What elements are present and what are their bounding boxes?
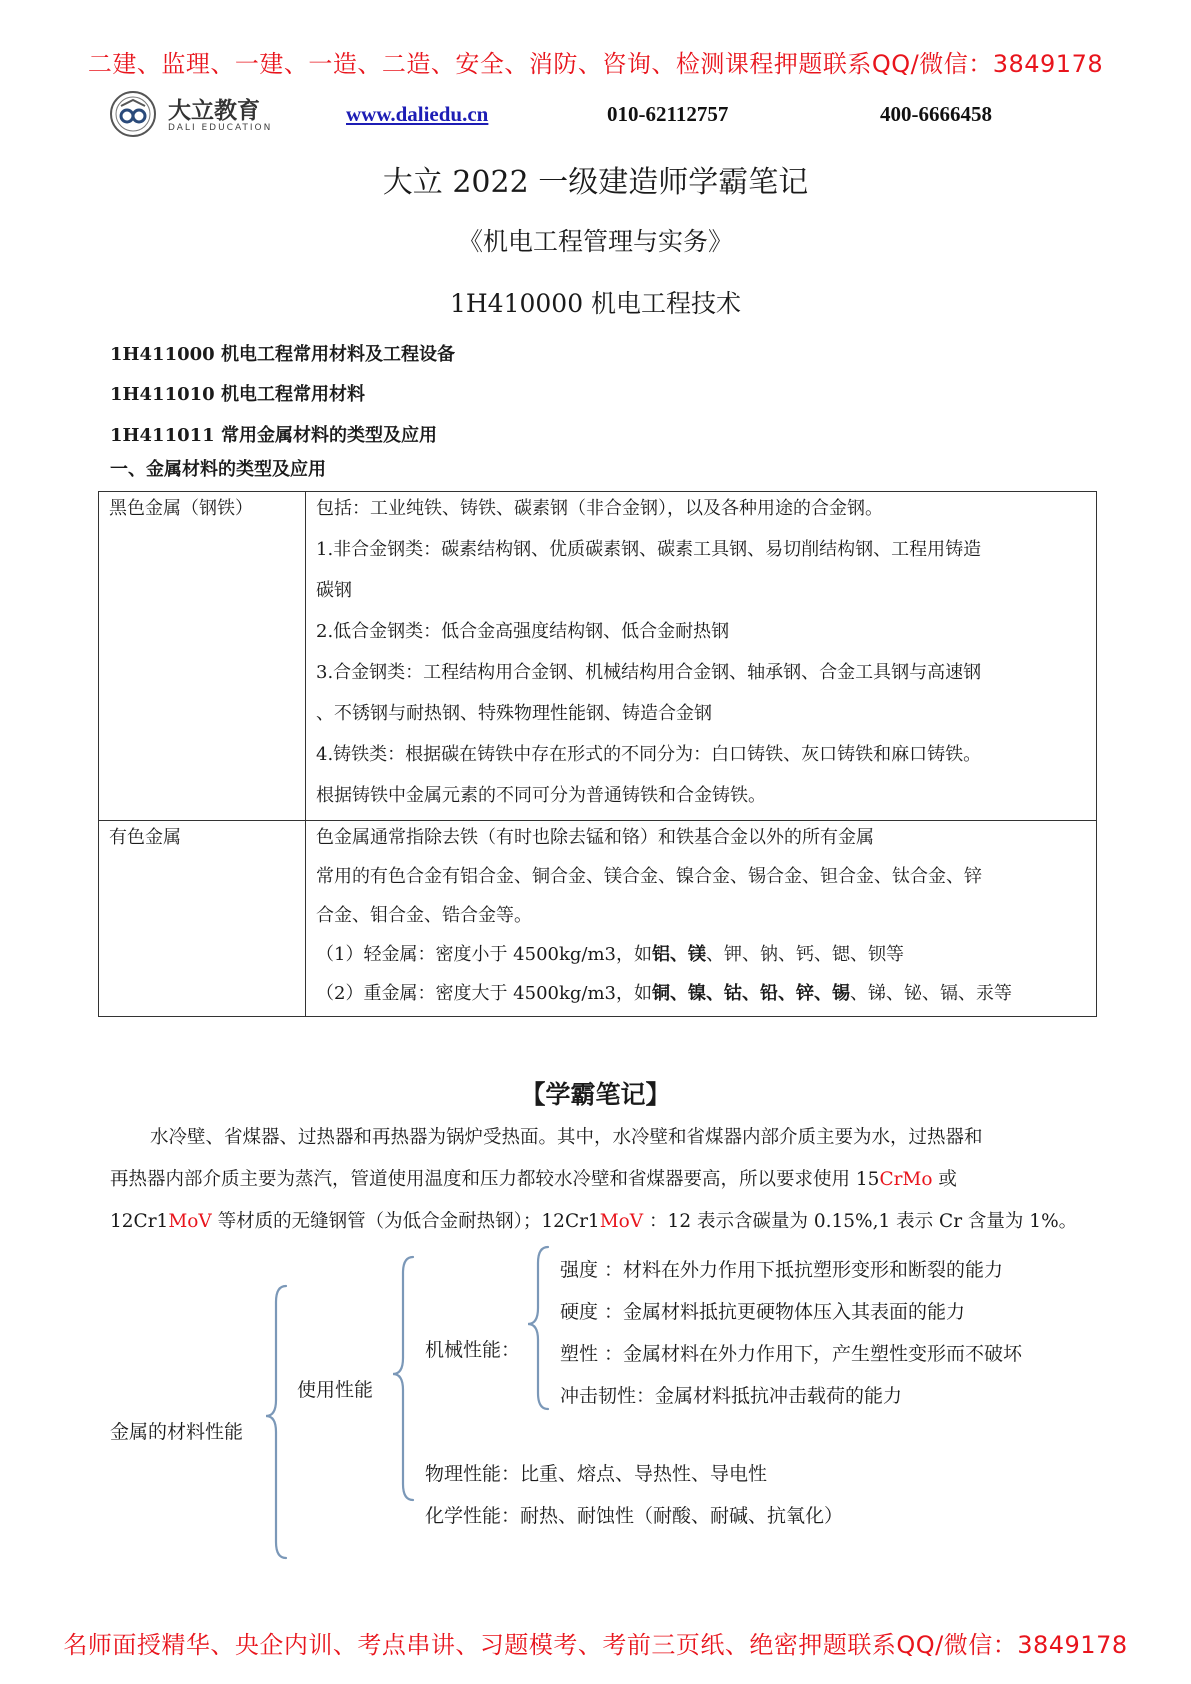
heavy-metal-bold: 铜、镍、钴、铅、锌、锡 — [652, 983, 850, 1004]
promo-banner-bottom: 名师面授精华、央企内训、考点串讲、习题模考、考前三页纸、绝密押题联系QQ/微信：3849178 — [63, 1631, 1128, 1659]
logo-chinese-text: 大立教育 — [168, 98, 260, 124]
notes-text: 等材质的无缝钢管（为低合金耐热钢）；12Cr1 — [211, 1211, 600, 1232]
table-line: 根据铸铁中金属元素的不同可分为普通铸铁和合金铸铁。 — [316, 785, 766, 806]
nonferrous-metal-label: 有色金属 — [109, 827, 181, 848]
tree-node-use-properties: 使用性能 — [297, 1379, 374, 1401]
alloy-symbol-crmo: CrMo — [879, 1169, 933, 1190]
section-heading-2: 1H411010 机电工程常用材料 — [110, 384, 365, 405]
table-line: 2.低合金钢类：低合金高强度结构钢、低合金耐热钢 — [316, 621, 730, 642]
root-bracket — [266, 1286, 286, 1558]
phone-number-2: 400-6666458 — [880, 102, 992, 126]
notes-text: 12Cr1 — [110, 1211, 169, 1232]
notes-text: 或 — [932, 1169, 957, 1190]
light-metal-line — [306, 938, 1096, 977]
table-row — [99, 492, 1097, 821]
tree-leaf-toughness: 冲击韧性：金属材料抵抗冲击载荷的能力 — [560, 1385, 903, 1407]
table-line: 3.合金钢类：工程结构用合金钢、机械结构用合金钢、轴承钢、合金工具钢与高速钢 — [316, 662, 982, 683]
table-line: 包括：工业纯铁、铸铁、碳素钢（非合金钢），以及各种用途的合金钢。 — [316, 498, 883, 519]
tree-node-chemical: 化学性能：耐热、耐蚀性（耐酸、耐碱、抗氧化） — [425, 1505, 844, 1527]
document-subtitle: 《机电工程管理与实务》 — [457, 227, 733, 256]
table-line: 、不锈钢与耐热钢、特殊物理性能钢、铸造合金钢 — [316, 703, 712, 724]
table-line: 1.非合金钢类：碳素结构钢、优质碳素钢、碳素工具钢、易切削结构钢、工程用铸造 — [316, 539, 982, 560]
heavy-metal-pre: （2）重金属：密度大于 4500kg/m3，如 — [316, 983, 652, 1004]
heavy-metal-post: 、锑、铋、镉、汞等 — [850, 983, 1012, 1004]
chapter-title: 1H410000 机电工程技术 — [449, 289, 742, 318]
table-line: 色金属通常指除去铁（有时也除去锰和铬）和铁基合金以外的所有金属 — [316, 827, 874, 848]
tree-node-physical: 物理性能：比重、熔点、导热性、导电性 — [425, 1463, 768, 1485]
table-line: 常用的有色合金有铝合金、铜合金、镁合金、镍合金、锡合金、钽合金、钛合金、锌 — [316, 866, 982, 887]
tree-node-mechanical: 机械性能： — [425, 1339, 521, 1361]
notes-paragraph-line-2 — [110, 1159, 1100, 1201]
use-bracket — [393, 1257, 413, 1500]
light-metal-post: 、钾、钠、钙、锶、钡等 — [706, 944, 904, 965]
notes-paragraph-line-1: 水冷壁、省煤器、过热器和再热器为锅炉受热面。其中，水冷壁和省煤器内部介质主要为水，过热器和 — [150, 1127, 983, 1148]
notes-title: 【学霸笔记】 — [520, 1080, 671, 1109]
tree-root-material-properties: 金属的材料性能 — [110, 1421, 244, 1443]
tree-leaf-hardness: 硬度 ：金属材料抵抗更硬物体压入其表面的能力 — [560, 1301, 966, 1323]
alloy-symbol-mov: MoV — [168, 1211, 212, 1232]
tree-leaf-strength: 强度 ：材料在外力作用下抵抗塑形变形和断裂的能力 — [560, 1259, 1004, 1281]
table-cell-description — [306, 492, 1097, 821]
promo-banner-top: 二建、监理、一建、一造、二造、安全、消防、咨询、检测课程押题联系QQ/微信：3849178 — [87, 50, 1104, 78]
notes-text: 再热器内部介质主要为蒸汽，管道使用温度和压力都较水冷壁和省煤器要高，所以要求使用 15 — [110, 1169, 880, 1190]
phone-number-1: 010-62112757 — [607, 102, 729, 126]
table-line: 4.铸铁类：根据碳在铸铁中存在形式的不同分为：白口铸铁、灰口铸铁和麻口铸铁。 — [316, 744, 982, 765]
section-heading-3: 1H411011 常用金属材料的类型及应用 — [110, 425, 437, 446]
table-cell-description — [306, 821, 1097, 1017]
tree-leaf-plasticity: 塑性 ：金属材料在外力作用下，产生塑性变形而不破坏 — [560, 1343, 1023, 1365]
heavy-metal-line — [306, 977, 1096, 1016]
ferrous-metal-label: 黑色金属（钢铁） — [109, 498, 253, 519]
section-heading-1: 1H411000 机电工程常用材料及工程设备 — [110, 344, 455, 365]
table-line: 碳钢 — [316, 580, 352, 601]
notes-paragraph-line-3 — [110, 1201, 1100, 1243]
alloy-symbol-mov: MoV — [599, 1211, 644, 1232]
document-title: 大立 2022 一级建造师学霸笔记 — [382, 165, 809, 200]
website-link[interactable]: www.daliedu.cn — [346, 102, 489, 126]
table-cell-type — [99, 492, 306, 821]
table-line: 合金、钼合金、锆合金等。 — [316, 905, 532, 926]
mech-bracket — [528, 1247, 548, 1409]
notes-text: ：12 表示含碳量为 0.15%,1 表示 Cr 含量为 1%。 — [643, 1211, 1078, 1232]
logo-english-text: DALI EDUCATION — [168, 123, 273, 133]
table-row — [99, 821, 1097, 1017]
table-cell-type — [99, 821, 306, 1017]
metal-types-table — [98, 491, 1097, 1017]
section-heading-4: 一、金属材料的类型及应用 — [110, 459, 326, 480]
light-metal-pre: （1）轻金属：密度小于 4500kg/m3，如 — [316, 944, 652, 965]
light-metal-bold: 铝、镁 — [652, 944, 706, 965]
